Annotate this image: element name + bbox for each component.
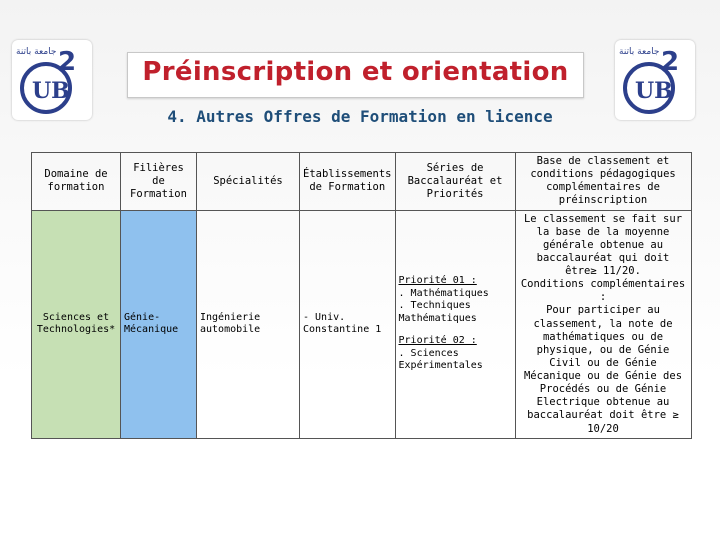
header-base: Base de classement et conditions pédagogiques complémentaires de préinscription <box>515 153 691 211</box>
header-etablissements: Établissements de Formation <box>300 153 396 211</box>
university-logo-left <box>12 40 92 120</box>
priority-2-items: . Sciences Expérimentales <box>398 347 483 372</box>
logo-emblem <box>615 40 695 120</box>
logo-arabic: جامعة باتنة <box>619 47 660 57</box>
logo-icon <box>615 40 695 120</box>
table-row <box>32 210 692 438</box>
header-series: Séries de Baccalauréat et Priorités <box>395 153 515 211</box>
priority-1-items: . Mathématiques . Techniques Mathématiques <box>398 287 489 324</box>
logo-icon <box>12 40 92 120</box>
university-logo-right <box>615 40 695 120</box>
cell-specialite: Ingénierie automobile <box>197 210 300 438</box>
header-filieres: Filières de Formation <box>121 153 197 211</box>
header-domaine: Domaine de formation <box>32 153 121 211</box>
conditions-label: Conditions complémentaires : <box>520 278 686 304</box>
logo-arabic: جامعة باتنة <box>16 47 57 57</box>
spacer <box>399 325 512 335</box>
logo-number: 2 <box>661 47 680 77</box>
priority-2-label: Priorité 02 : <box>398 335 477 347</box>
slide-subtitle: 4. Autres Offres de Formation en licence <box>167 107 553 126</box>
formation-table <box>31 152 692 439</box>
title-box <box>127 52 584 98</box>
logo-emblem <box>12 40 92 120</box>
cell-filiere: Génie-Mécanique <box>121 210 197 438</box>
logo-number: 2 <box>58 47 77 77</box>
cell-series <box>395 210 515 438</box>
conditions-text: Pour participer au classement, la note de mathématiques ou de physique, ou de Génie Civil ou de Génie Mécanique ou de Génie des Procédés ou de Génie Electrique obtenue au baccalauréat doit être ≥ 10/20 <box>523 304 683 435</box>
cell-domaine: Sciences et Technologies* <box>32 210 121 438</box>
slide-title: Préinscription et orientation <box>142 57 569 87</box>
header-specialites: Spécialités <box>197 153 300 211</box>
logo-letters: UB <box>635 78 673 104</box>
base-text: Le classement se fait sur la base de la moyenne générale obtenue au baccalauréat qui doit être≥ 11/20. <box>523 212 683 277</box>
priority-1-label: Priorité 01 : <box>398 275 477 287</box>
table-header-row <box>32 153 692 211</box>
cell-base <box>515 210 691 438</box>
logo-letters: UB <box>32 78 70 104</box>
cell-etablissement: - Univ. Constantine 1 <box>300 210 396 438</box>
